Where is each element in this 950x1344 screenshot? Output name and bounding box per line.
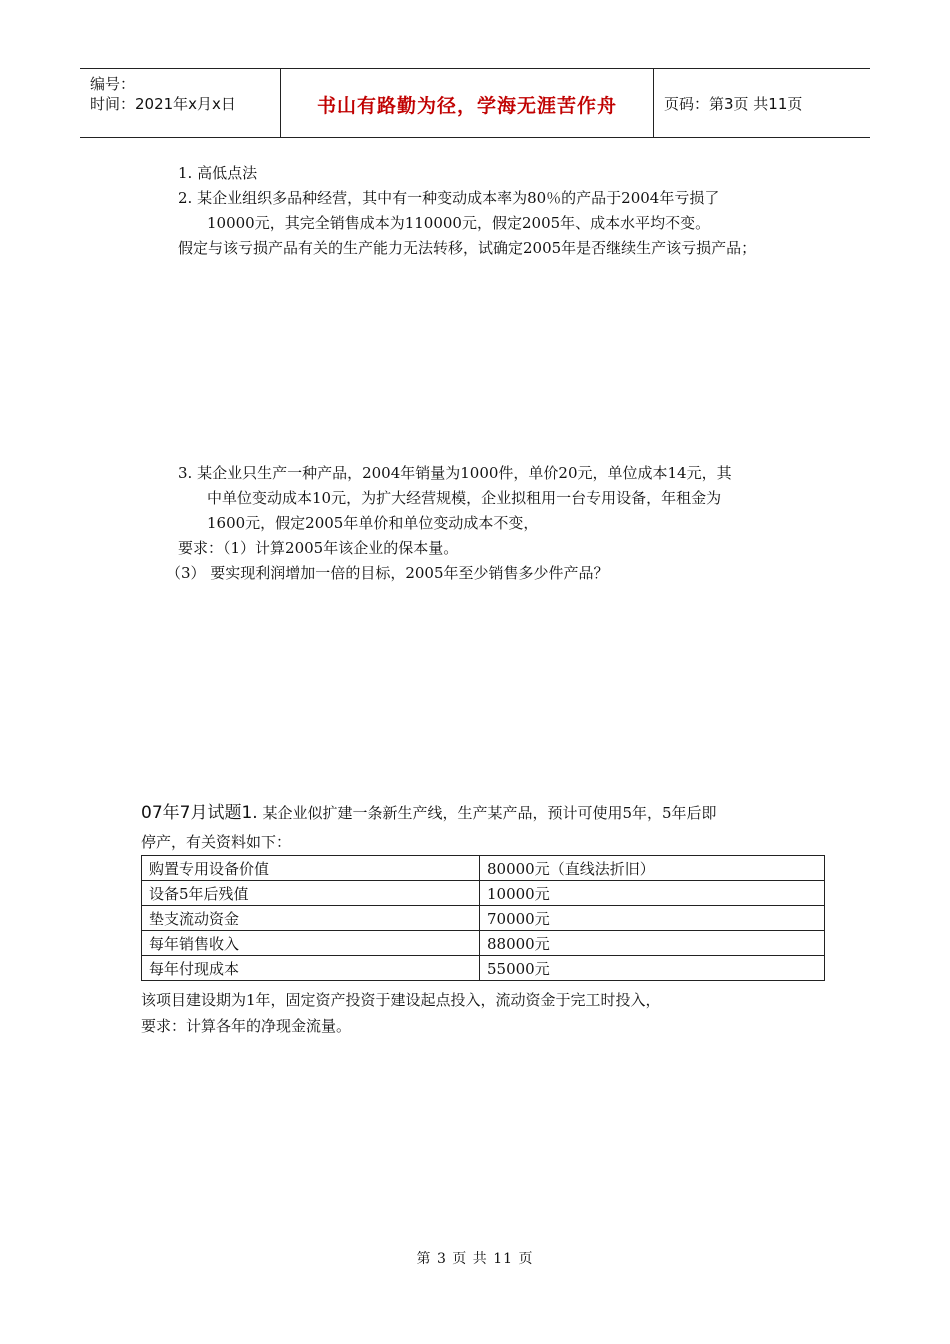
header-left-cell (80, 69, 281, 137)
table-cell-value: 10000元 (480, 881, 825, 906)
table-cell-label: 设备5年后残值 (142, 881, 480, 906)
question-3-line-1: 3. 某企业只生产一种产品，2004年销量为1000件，单价20元，单位成本14元，其 (178, 464, 732, 482)
question-3-requirement-3: （3） 要实现利润增加一倍的目标，2005年至少销售多少件产品？ (166, 564, 609, 582)
table-cell-value: 80000元（直线法折旧） (480, 856, 825, 881)
table-row (142, 956, 825, 981)
exam-question-requirement: 要求：计算各年的净现金流量。 (141, 1017, 352, 1035)
question-3-line-3: 1600元，假定2005年单价和单位变动成本不变， (207, 514, 539, 532)
header-center-cell (281, 69, 654, 137)
exam-question-line-2: 停产，有关资料如下： (141, 833, 292, 851)
exam-question-line-1 (141, 798, 717, 823)
table-row (142, 856, 825, 881)
document-time-label: 时间：2021年x月x日 (90, 95, 236, 113)
document-number-label: 编号： (90, 75, 136, 93)
exam-question-note: 该项目建设期为1年，固定资产投资于建设起点投入，流动资金于完工时投入， (141, 991, 661, 1009)
question-2-line-1: 2. 某企业组织多品种经营，其中有一种变动成本率为80％的产品于2004年亏损了 (178, 189, 720, 207)
question-2-line-2: 10000元，其完全销售成本为110000元，假定2005年、成本水平均不变。 (207, 214, 711, 232)
table-cell-label: 每年付现成本 (142, 956, 480, 981)
table-cell-value: 70000元 (480, 906, 825, 931)
page-header (80, 68, 870, 138)
table-cell-label: 每年销售收入 (142, 931, 480, 956)
project-data-table (141, 855, 825, 981)
table-cell-label: 购置专用设备价值 (142, 856, 480, 881)
table-cell-label: 垫支流动资金 (142, 906, 480, 931)
question-1: 1. 高低点法 (178, 164, 258, 182)
table-row (142, 931, 825, 956)
table-row (142, 881, 825, 906)
table-row (142, 906, 825, 931)
header-right-cell (654, 69, 870, 137)
question-2-line-3: 假定与该亏损产品有关的生产能力无法转移，试确定2005年是否继续生产该亏损产品； (178, 239, 757, 257)
question-3-requirement-1: 要求：（1）计算2005年该企业的保本量。 (178, 539, 459, 557)
table-cell-value: 55000元 (480, 956, 825, 981)
page-footer: 第 3 页 共 11 页 (416, 1251, 534, 1267)
table-cell-value: 88000元 (480, 931, 825, 956)
header-page-info: 页码：第3页 共11页 (664, 95, 803, 113)
exam-question-heading: 07年7月试题1. (141, 803, 258, 823)
question-3-line-2: 中单位变动成本10元，为扩大经营规模，企业拟租用一台专用设备，年租金为 (207, 489, 722, 507)
exam-question-text: 某企业似扩建一条新生产线，生产某产品，预计可使用5年，5年后即 (262, 804, 717, 822)
header-motto: 书山有路勤为径，学海无涯苦作舟 (316, 95, 617, 117)
